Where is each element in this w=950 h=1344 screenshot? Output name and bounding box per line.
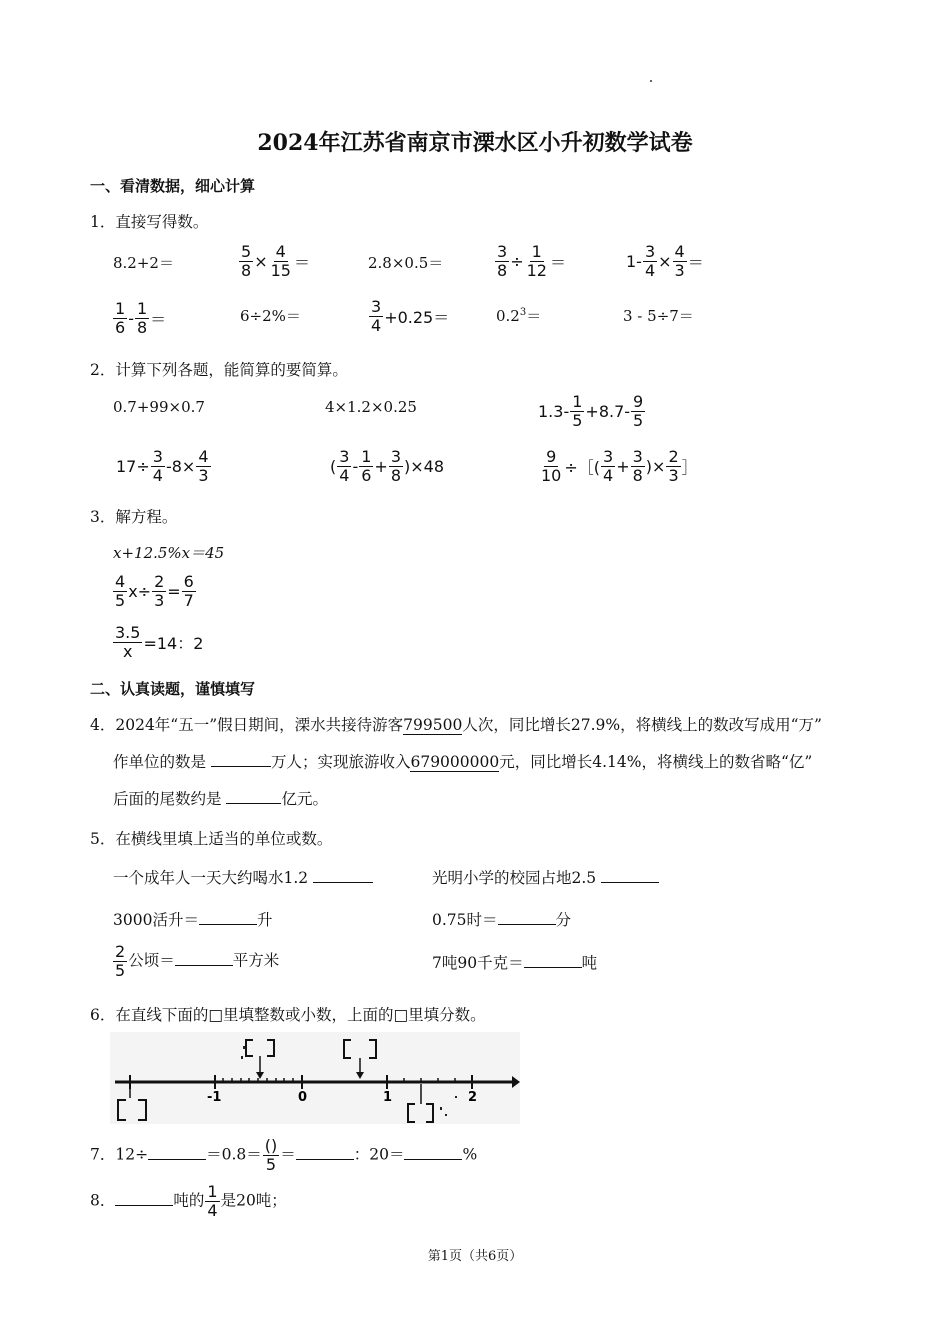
number-line-figure (110, 1032, 520, 1124)
q4-line-1: 4．2024年“五一”假日期间，溧水共接待游客799500人次，同比增长27.9%，将横线上的数改写成用“万” (90, 716, 822, 734)
q1-item-9: $0.2^3=$ (496, 307, 542, 325)
q5-item-e: $\frac{2}{5}$ 公顷＝ 平方米 (115, 942, 280, 980)
q5-item-c: 3000活升＝ 升 (113, 911, 273, 929)
answer-blank[interactable] (148, 1145, 206, 1160)
q1-item-3: 2.8×0.5＝ (368, 254, 444, 272)
answer-blank[interactable] (498, 910, 556, 925)
page-footer: 第1页（共6页） (427, 1249, 523, 1264)
q1-item-1: 8.2+2＝ (113, 254, 174, 272)
scan-dot (650, 80, 652, 82)
q5-label: 5．在横线里填上适当的单位或数。 (90, 830, 333, 848)
q3-equation-3: $\frac{3.5}{x}$ =14：2 (115, 623, 204, 661)
q1-item-4: $\frac{3}{8}$ ÷ $\frac{1}{12}$ ＝ (497, 242, 566, 280)
q1-item-8: $\frac{3}{4}$ +0.25＝ (371, 297, 450, 335)
q1-item-5: 1- $\frac{3}{4}$ × $\frac{4}{3}$ ＝ (626, 242, 704, 280)
answer-blank[interactable] (296, 1145, 354, 1160)
section-heading-1: 一、看清数据，细心计算 (90, 177, 256, 195)
answer-blank[interactable] (199, 910, 257, 925)
q1-item-10: 3 - 5÷7＝ (623, 307, 694, 325)
tick-label-minus-1: -1 (207, 1090, 222, 1105)
q5-item-b: 光明小学的校园占地2.5 (432, 866, 659, 888)
q2-label: 2．计算下列各题，能简算的要简算。 (90, 361, 348, 379)
q2-expr-1: 0.7+99×0.7 (113, 398, 205, 416)
q4-line-3: 后面的尾数约是 亿元。 (113, 790, 328, 808)
q3-label: 3．解方程。 (90, 508, 178, 526)
q5-item-d: 0.75时＝ 分 (432, 911, 572, 929)
q1-item-2: $\frac{5}{8}$ × $\frac{4}{15}$ ＝ (241, 242, 310, 280)
answer-blank[interactable] (404, 1145, 462, 1160)
answer-blank[interactable] (211, 752, 271, 767)
q2-expr-5: ( $\frac{3}{4}$ - $\frac{1}{6}$ + $\frac{3}{8}$ )×48 (330, 447, 445, 485)
q2-expr-3: 1.3- $\frac{1}{5}$ +8.7- $\frac{9}{5}$ (538, 392, 644, 430)
tick-label-2: 2 (468, 1090, 478, 1105)
q1-label: 1．直接写得数。 (90, 213, 209, 231)
answer-blank[interactable] (226, 789, 281, 804)
q7-line: 7．12÷ ＝0.8＝ $\frac{()}{5}$ ＝ ：20＝ % (90, 1136, 478, 1174)
answer-blank[interactable] (524, 953, 582, 968)
tick-label-1: 1 (383, 1090, 393, 1105)
q5-item-f: 7吨90千克＝ 吨 (432, 954, 598, 972)
q1-item-6: $\frac{1}{6}$ - $\frac{1}{8}$ ＝ (115, 299, 167, 337)
answer-blank[interactable] (313, 868, 373, 883)
q4-line-2: 作单位的数是 万人；实现旅游收入679000000元，同比增长4.14%，将横线上的数省略“亿” (113, 753, 813, 771)
q2-expr-2: 4×1.2×0.25 (325, 398, 417, 416)
section-heading-2: 二、认真读题，谨慎填写 (90, 680, 256, 698)
q2-expr-4: 17÷ $\frac{3}{4}$ -8× $\frac{4}{3}$ (116, 447, 209, 485)
q3-equation-2: $\frac{4}{5}$ x÷ $\frac{2}{3}$ = $\frac{6}{7}$ (115, 572, 194, 610)
q1-item-7: 6÷2%＝ (240, 307, 301, 325)
q6-label: 6．在直线下面的□里填整数或小数，上面的□里填分数。 (90, 1006, 486, 1024)
answer-blank[interactable] (601, 868, 659, 883)
figure-background (110, 1032, 520, 1124)
q8-line: 8． 吨的 $\frac{1}{4}$ 是20吨； (90, 1182, 287, 1220)
answer-blank[interactable] (115, 1191, 173, 1206)
tick-label-0: 0 (298, 1090, 308, 1105)
q3-equation-1: x+12.5%x＝45 (113, 544, 225, 562)
page-title: 2024年江苏省南京市溧水区小升初数学试卷 (257, 130, 693, 156)
q2-expr-6: $\frac{9}{10}$ ÷［( $\frac{3}{4}$ + $\frac{3}{8}$ )× $\frac{2}{3}$ ］ (541, 447, 698, 485)
answer-blank[interactable] (175, 951, 233, 966)
q5-item-a: 一个成年人一天大约喝水1.2 (113, 866, 373, 888)
